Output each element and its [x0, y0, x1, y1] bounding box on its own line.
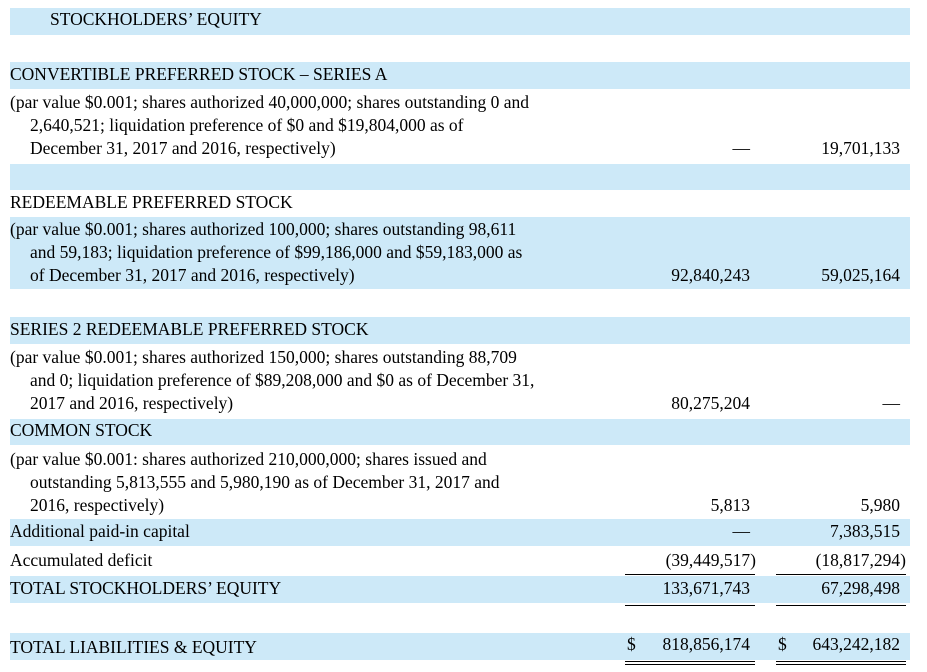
apic-value-2017: —	[732, 521, 750, 541]
common-heading: COMMON STOCK	[10, 420, 153, 440]
redeemable-value-2016: 59,025,164	[821, 265, 900, 285]
redeemable-heading: REDEEMABLE PREFERRED STOCK	[10, 192, 293, 212]
series-a-value-2016: 19,701,133	[821, 138, 900, 158]
series2-desc-line1: (par value $0.001; shares authorized 150,000; shares outstanding 88,709	[10, 347, 517, 367]
common-desc-line2: outstanding 5,813,555 and 5,980,190 as of December 31, 2017 and	[30, 472, 500, 492]
common-value-2016: 5,980	[860, 495, 900, 515]
series-a-heading: CONVERTIBLE PREFERRED STOCK – SERIES A	[10, 64, 388, 84]
series2-desc-line3: 2017 and 2016, respectively)	[30, 393, 234, 413]
subtotal-rule-2017	[625, 574, 755, 575]
apic-value-2016: 7,383,515	[830, 521, 900, 541]
total-liab-value-2017: 818,856,174	[662, 634, 750, 654]
redeemable-desc-line2: and 59,183; liquidation preference of $99,186,000 and $59,183,000 as	[30, 242, 523, 262]
total-liab-double-rule-2016	[776, 661, 906, 665]
total-equity-rule-2017	[625, 605, 755, 606]
redeemable-desc-line1: (par value $0.001; shares authorized 100,000; shares outstanding 98,611	[10, 219, 517, 239]
spacer-band	[10, 164, 910, 190]
common-desc-line1: (par value $0.001: shares authorized 210,000,000; shares issued and	[10, 449, 487, 469]
series-a-desc-line1: (par value $0.001; shares authorized 40,000,000; shares outstanding 0 and	[10, 92, 530, 112]
total-liab-value-2016: 643,242,182	[812, 634, 900, 654]
deficit-value-2016: (18,817,294)	[815, 550, 906, 570]
redeemable-value-2017: 92,840,243	[671, 265, 750, 285]
common-value-2017: 5,813	[710, 495, 750, 515]
series2-value-2017: 80,275,204	[671, 393, 750, 413]
deficit-label: Accumulated deficit	[10, 550, 153, 570]
total-liab-currency-2017: $	[627, 634, 636, 654]
total-liab-double-rule-2017	[625, 661, 755, 665]
series-a-desc-line2: 2,640,521; liquidation preference of $0 and $19,804,000 as of	[30, 115, 464, 135]
apic-label: Additional paid-in capital	[10, 521, 190, 541]
total-equity-rule-2016	[776, 605, 906, 606]
total-equity-value-2016: 67,298,498	[821, 578, 900, 598]
redeemable-desc-line3: of December 31, 2017 and 2016, respectively)	[30, 265, 355, 285]
subtotal-rule-2016	[776, 574, 906, 575]
total-equity-value-2017: 133,671,743	[662, 578, 750, 598]
total-equity-label: TOTAL STOCKHOLDERS’ EQUITY	[10, 578, 282, 598]
series2-desc-line2: and 0; liquidation preference of $89,208,000 and $0 as of December 31,	[30, 370, 535, 390]
section-title: STOCKHOLDERS’ EQUITY	[50, 9, 262, 29]
total-liab-currency-2016: $	[778, 634, 787, 654]
series2-value-2016: —	[882, 393, 900, 413]
series-a-value-2017: —	[732, 138, 750, 158]
series2-heading: SERIES 2 REDEEMABLE PREFERRED STOCK	[10, 319, 369, 339]
deficit-value-2017: (39,449,517)	[665, 550, 756, 570]
total-liab-label: TOTAL LIABILITIES & EQUITY	[10, 637, 257, 657]
common-desc-line3: 2016, respectively)	[30, 495, 165, 515]
series-a-desc-line3: December 31, 2017 and 2016, respectively)	[30, 138, 336, 158]
